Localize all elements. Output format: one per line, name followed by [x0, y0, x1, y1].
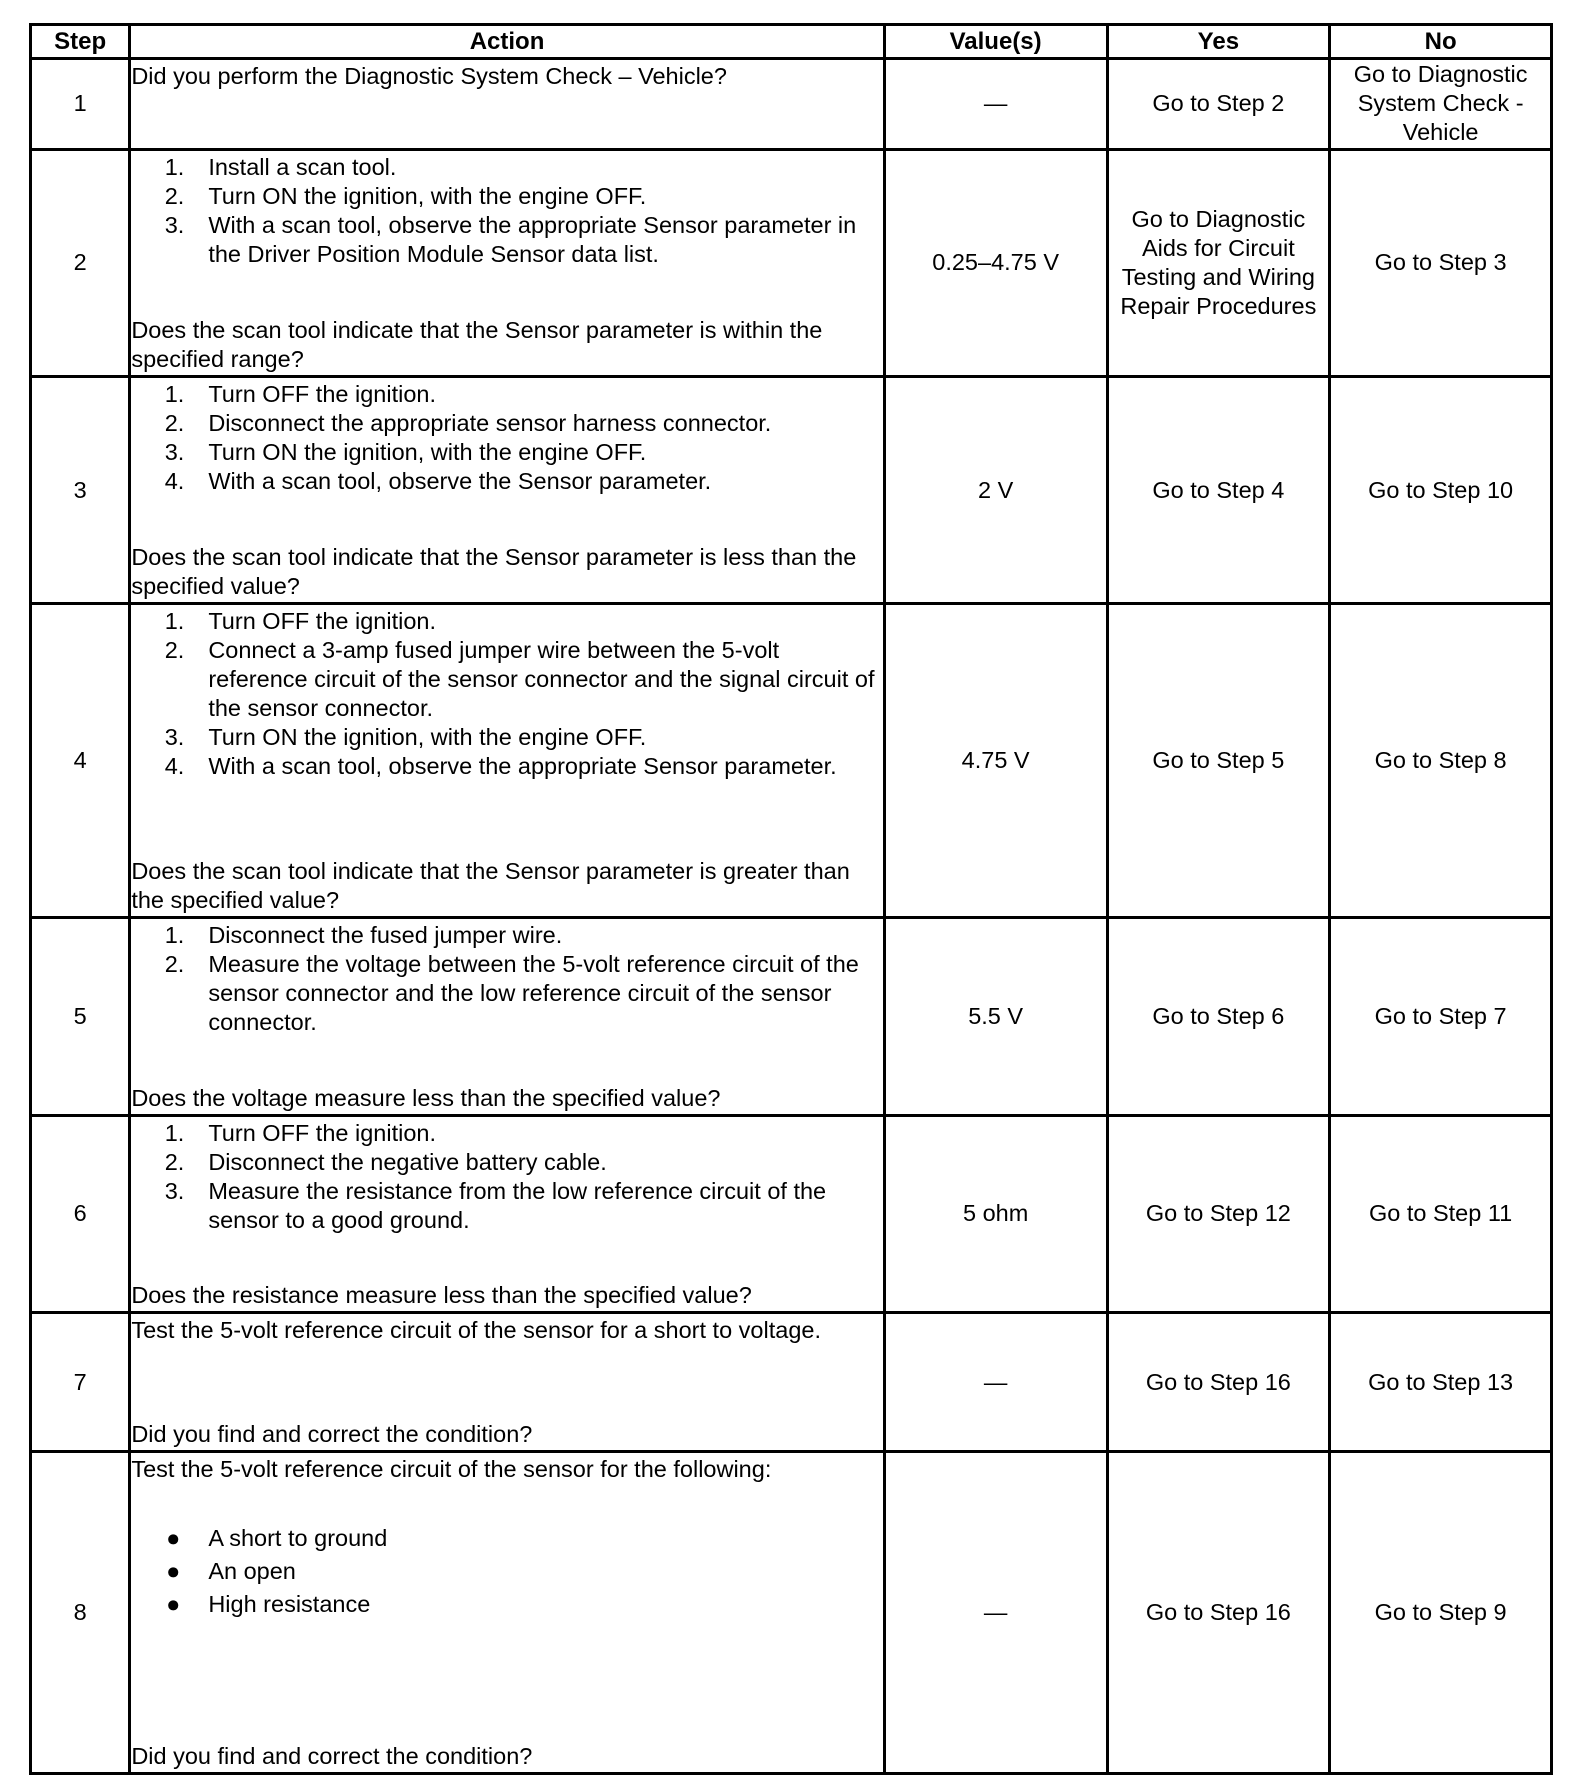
header-no: No — [1330, 25, 1552, 59]
yes-cell: Go to Step 16 — [1107, 1452, 1330, 1774]
list-item: 2. Turn ON the ignition, with the engine OFF. — [164, 182, 647, 209]
value-cell: 4.75 V — [884, 604, 1107, 918]
yes-cell: Go to Step 5 — [1107, 604, 1330, 918]
action-question: Does the resistance measure less than the specified value? — [131, 1282, 752, 1309]
yes-cell: Go to Step 4 — [1107, 376, 1330, 604]
action-question: Does the voltage measure less than the specified value? — [131, 1084, 721, 1111]
no-cell: Go to Step 3 — [1330, 149, 1552, 376]
yes-cell: Go to Step 16 — [1107, 1313, 1330, 1452]
table-row — [31, 1452, 1552, 1774]
action-cell — [130, 149, 884, 376]
no-cell: Go to Step 7 — [1330, 917, 1552, 1115]
yes-cell: Go to Step 6 — [1107, 917, 1330, 1115]
table-row — [31, 1313, 1552, 1452]
action-steps — [131, 380, 882, 496]
list-item: 2. Connect a 3-amp fused jumper wire between the 5-volt reference circuit of the sensor connector and the signal circuit of the sensor connector. — [164, 637, 875, 722]
action-question: Does the scan tool indicate that the Sensor parameter is less than the specified value? — [131, 544, 857, 600]
step-number: 7 — [31, 1313, 130, 1452]
list-item: 3. Turn ON the ignition, with the engine OFF. — [164, 724, 647, 751]
table-row — [31, 149, 1552, 376]
list-item: 1. Install a scan tool. — [164, 153, 397, 180]
list-item: 2. Disconnect the appropriate sensor harness connector. — [164, 409, 772, 436]
action-cell — [130, 917, 884, 1115]
list-item: ● An open — [166, 1558, 296, 1585]
action-cell — [130, 376, 884, 604]
value-cell: — — [884, 59, 1107, 150]
action-cell — [130, 1115, 884, 1313]
list-item: ● A short to ground — [166, 1525, 388, 1552]
table-row — [31, 917, 1552, 1115]
list-item: 3. Measure the resistance from the low reference circuit of the sensor to a good ground. — [164, 1177, 827, 1233]
action-steps — [131, 153, 882, 269]
header-step: Step — [31, 25, 130, 59]
no-cell: Go to Step 9 — [1330, 1452, 1552, 1774]
step-number: 3 — [31, 376, 130, 604]
list-item: 2. Measure the voltage between the 5-volt reference circuit of the sensor connector and the low reference circuit of the sensor connector. — [164, 950, 859, 1035]
action-intro: Test the 5-volt reference circuit of the sensor for a short to voltage. — [131, 1317, 821, 1344]
list-item: 3. Turn ON the ignition, with the engine OFF. — [164, 438, 647, 465]
list-item: 4. With a scan tool, observe the Sensor parameter. — [164, 467, 712, 494]
list-item: 1. Turn OFF the ignition. — [164, 608, 437, 635]
value-cell: 5 ohm — [884, 1115, 1107, 1313]
header-value: Value(s) — [884, 25, 1107, 59]
header-yes: Yes — [1107, 25, 1330, 59]
action-cell — [130, 604, 884, 918]
header-row — [31, 25, 1552, 59]
action-cell — [130, 1452, 884, 1774]
no-cell: Go to Step 8 — [1330, 604, 1552, 918]
list-item: 2. Disconnect the negative battery cable. — [164, 1148, 607, 1175]
value-cell: — — [884, 1452, 1107, 1774]
table-row — [31, 376, 1552, 604]
action-intro: Test the 5-volt reference circuit of the sensor for the following: — [131, 1456, 772, 1483]
step-number: 1 — [31, 59, 130, 150]
value-cell: 2 V — [884, 376, 1107, 604]
table-row — [31, 59, 1552, 150]
list-item: 4. With a scan tool, observe the appropriate Sensor parameter. — [164, 753, 837, 780]
yes-cell: Go to Step 12 — [1107, 1115, 1330, 1313]
step-number: 6 — [31, 1115, 130, 1313]
step-number: 4 — [31, 604, 130, 918]
action-intro: Did you perform the Diagnostic System Check – Vehicle? — [131, 63, 727, 89]
value-cell: — — [884, 1313, 1107, 1452]
no-cell: Go to Step 13 — [1330, 1313, 1552, 1452]
no-cell: Go to Step 11 — [1330, 1115, 1552, 1313]
list-item: 1. Turn OFF the ignition. — [164, 380, 437, 407]
table-row — [31, 604, 1552, 918]
action-question: Did you find and correct the condition? — [131, 1421, 533, 1448]
action-question: Does the scan tool indicate that the Sensor parameter is greater than the specified value? — [131, 857, 850, 913]
action-cell — [130, 59, 884, 150]
value-cell: 0.25–4.75 V — [884, 149, 1107, 376]
action-question: Did you find and correct the condition? — [131, 1743, 533, 1769]
action-steps — [131, 607, 882, 781]
step-number: 5 — [31, 917, 130, 1115]
condition-list — [131, 1524, 882, 1619]
list-item: 1. Turn OFF the ignition. — [164, 1119, 437, 1146]
list-item: 3. With a scan tool, observe the appropriate Sensor parameter in the Driver Position Module Sensor data list. — [164, 211, 857, 267]
yes-cell: Go to Step 2 — [1107, 59, 1330, 150]
header-action: Action — [130, 25, 884, 59]
list-item: 1. Disconnect the fused jumper wire. — [164, 921, 563, 948]
action-question: Does the scan tool indicate that the Sensor parameter is within the specified range? — [131, 316, 823, 372]
no-cell: Go to Diagnostic System Check - Vehicle — [1330, 59, 1552, 150]
step-number: 2 — [31, 149, 130, 376]
yes-cell: Go to Diagnostic Aids for Circuit Testing and Wiring Repair Procedures — [1107, 149, 1330, 376]
no-cell: Go to Step 10 — [1330, 376, 1552, 604]
action-steps — [131, 1119, 882, 1235]
action-steps — [131, 921, 882, 1037]
list-item: ● High resistance — [166, 1591, 371, 1618]
value-cell: 5.5 V — [884, 917, 1107, 1115]
diagnostic-table — [29, 23, 1553, 1775]
action-cell — [130, 1313, 884, 1452]
table-row — [31, 1115, 1552, 1313]
step-number: 8 — [31, 1452, 130, 1774]
